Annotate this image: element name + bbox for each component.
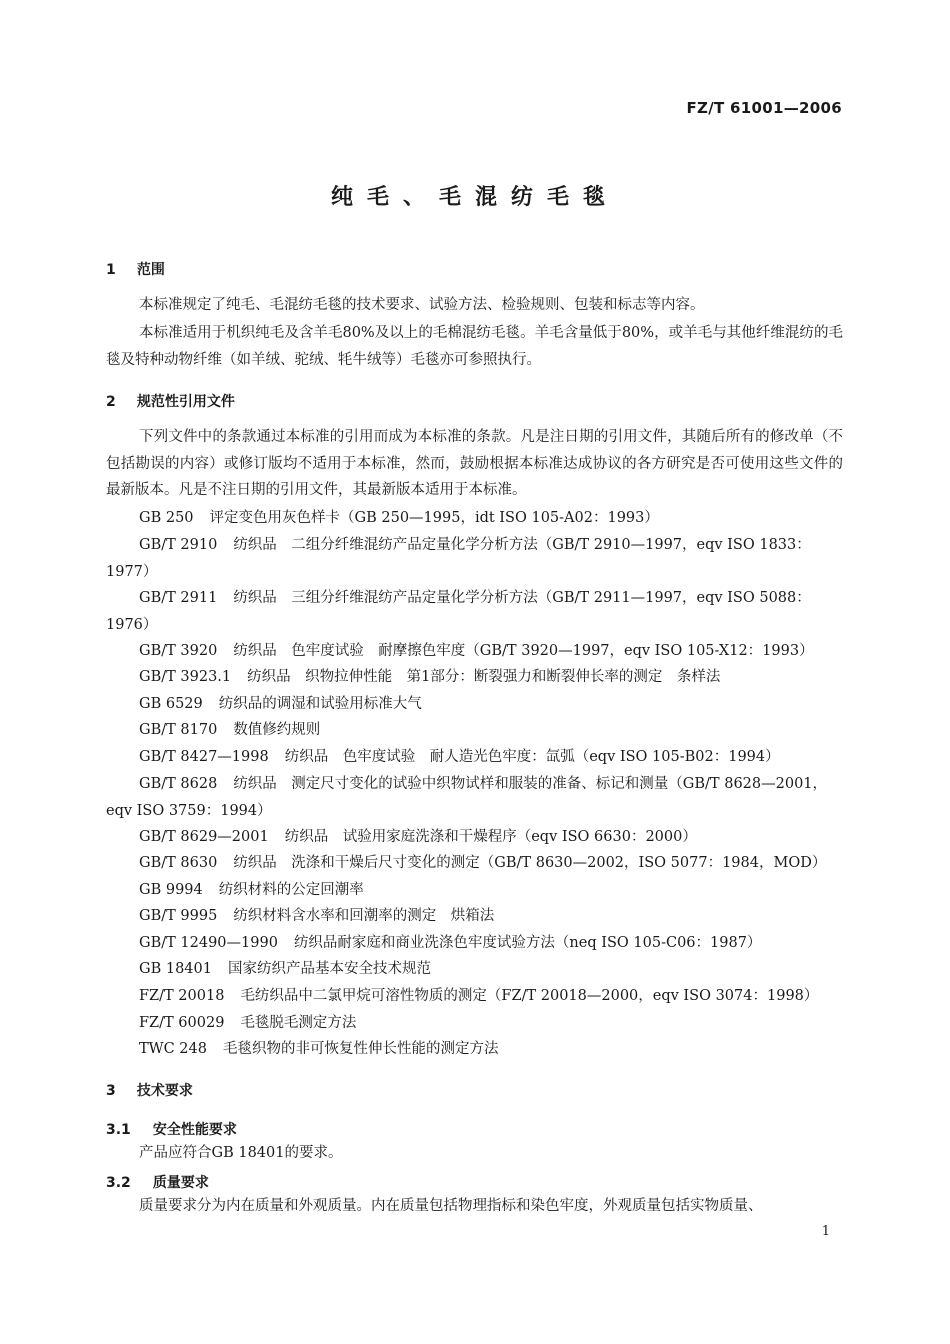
reference-title: 毛毯脱毛测定方法 [240, 1015, 357, 1031]
subsection-3-1-heading [106, 1119, 237, 1139]
reference-item [106, 956, 843, 983]
reference-title: 数值修约规则 [233, 722, 321, 738]
reference-title: 纺织材料含水率和回潮率的测定 烘箱法 [233, 908, 495, 924]
reference-item [106, 850, 843, 877]
subsection-title: 安全性能要求 [152, 1122, 237, 1138]
reference-code: GB/T 8629—2001 [139, 829, 269, 845]
section-number: 3 [106, 1083, 116, 1099]
reference-item [106, 983, 843, 1010]
standard-code: FZ/T 61001—2006 [686, 99, 842, 117]
reference-code: FZ/T 20018 [139, 988, 225, 1004]
paragraph: 产品应符合GB 18401的要求。 [139, 1145, 343, 1161]
reference-title: 纺织品 二组分纤维混纺产品定量化学分析方法（GB/T 2910—1997，eqv ISO 1833：1977） [106, 537, 811, 580]
page-number: 1 [821, 1224, 830, 1239]
reference-title: 纺织品耐家庭和商业洗涤色牢度试验方法（neq ISO 105-C06：1987） [293, 935, 762, 951]
reference-item [106, 930, 843, 957]
reference-code: GB/T 3923.1 [139, 669, 232, 685]
reference-title: 纺织品 测定尺寸变化的试验中织物试样和服装的准备、标记和测量（GB/T 8628—2001，eqv ISO 3759：1994） [106, 776, 828, 819]
reference-title: 纺织材料的公定回潮率 [218, 882, 364, 898]
subsection-title: 质量要求 [152, 1175, 209, 1191]
document-title: 纯毛、毛混纺毛毯 [330, 185, 619, 210]
reference-item [106, 903, 843, 930]
reference-title: 纺织品 试验用家庭洗涤和干燥程序（eqv ISO 6630：2000） [284, 829, 697, 845]
reference-item [106, 744, 843, 771]
paragraph: 本标准适用于机织纯毛及含羊毛80%及以上的毛棉混纺毛毯。羊毛含量低于80%，或羊毛与其他纤维混纺的毛毯及特种动物纤维（如羊绒、驼绒、牦牛绒等）毛毯亦可参照执行。 [106, 325, 843, 368]
reference-item [106, 717, 843, 744]
reference-code: GB/T 3920 [139, 643, 218, 659]
reference-code: GB 9994 [139, 882, 203, 898]
reference-title: 毛纺织品中二氯甲烷可溶性物质的测定（FZ/T 20018—2000，eqv ISO 3074：1998） [240, 988, 819, 1004]
reference-code: FZ/T 60029 [139, 1015, 225, 1031]
reference-code: TWC 248 [139, 1041, 207, 1057]
reference-code: GB 6529 [139, 696, 203, 712]
reference-code: GB/T 12490—1990 [139, 935, 278, 951]
reference-code: GB/T 9995 [139, 908, 218, 924]
subsection-number: 3.2 [106, 1175, 131, 1191]
section-title: 技术要求 [136, 1083, 193, 1099]
paragraph: 本标准规定了纯毛、毛混纺毛毯的技术要求、试验方法、检验规则、包装和标志等内容。 [139, 297, 705, 313]
reference-item [106, 532, 843, 585]
reference-code: GB 250 [139, 510, 194, 526]
section-2-heading [106, 391, 235, 411]
reference-item [106, 824, 843, 851]
paragraph: 质量要求分为内在质量和外观质量。内在质量包括物理指标和染色牢度，外观质量包括实物质量、 [139, 1198, 763, 1214]
reference-title: 纺织品的调湿和试验用标准大气 [218, 696, 422, 712]
reference-title: 毛毯织物的非可恢复性伸长性能的测定方法 [222, 1041, 499, 1057]
section-number: 2 [106, 394, 116, 410]
reference-code: GB 18401 [139, 961, 212, 977]
reference-item [106, 877, 843, 904]
reference-item [106, 771, 843, 824]
reference-title: 纺织品 色牢度试验 耐人造光色牢度：氙弧（eqv ISO 105-B02：1994） [284, 749, 780, 765]
section-3-heading [106, 1080, 193, 1100]
reference-item [106, 691, 843, 718]
reference-code: GB/T 2911 [139, 590, 218, 606]
section-number: 1 [106, 262, 116, 278]
reference-code: GB/T 8630 [139, 855, 218, 871]
reference-title: 纺织品 三组分纤维混纺产品定量化学分析方法（GB/T 2911—1997，eqv ISO 5088：1976） [106, 590, 811, 633]
reference-item [106, 664, 843, 691]
section-title: 范围 [136, 262, 165, 278]
reference-title: 评定变色用灰色样卡（GB 250—1995，idt ISO 105-A02：1993） [209, 510, 659, 526]
section-title: 规范性引用文件 [136, 394, 235, 410]
reference-item [106, 1036, 843, 1063]
paragraph: 下列文件中的条款通过本标准的引用而成为本标准的条款。凡是注日期的引用文件，其随后所有的修改单（不包括勘误的内容）或修订版均不适用于本标准，然而，鼓励根据本标准达成协议的各方研究是否可使用这些文件的最新版本。凡是不注日期的引用文件，其最新版本适用于本标准。 [106, 429, 843, 498]
reference-item [106, 1010, 843, 1037]
reference-title: 国家纺织产品基本安全技术规范 [227, 961, 431, 977]
reference-item [106, 638, 843, 665]
subsection-number: 3.1 [106, 1122, 131, 1138]
reference-item [106, 585, 843, 638]
reference-title: 纺织品 洗涤和干燥后尺寸变化的测定（GB/T 8630—2002，ISO 5077：1984，MOD） [233, 855, 827, 871]
reference-code: GB/T 8170 [139, 722, 218, 738]
reference-code: GB/T 2910 [139, 537, 218, 553]
subsection-3-2-heading [106, 1172, 209, 1192]
reference-title: 纺织品 色牢度试验 耐摩擦色牢度（GB/T 3920—1997，eqv ISO 105-X12：1993） [233, 643, 814, 659]
reference-item [106, 505, 843, 532]
reference-code: GB/T 8628 [139, 776, 218, 792]
reference-title: 纺织品 织物拉伸性能 第1部分：断裂强力和断裂伸长率的测定 条样法 [247, 669, 721, 685]
section-1-heading [106, 259, 165, 279]
reference-code: GB/T 8427—1998 [139, 749, 269, 765]
